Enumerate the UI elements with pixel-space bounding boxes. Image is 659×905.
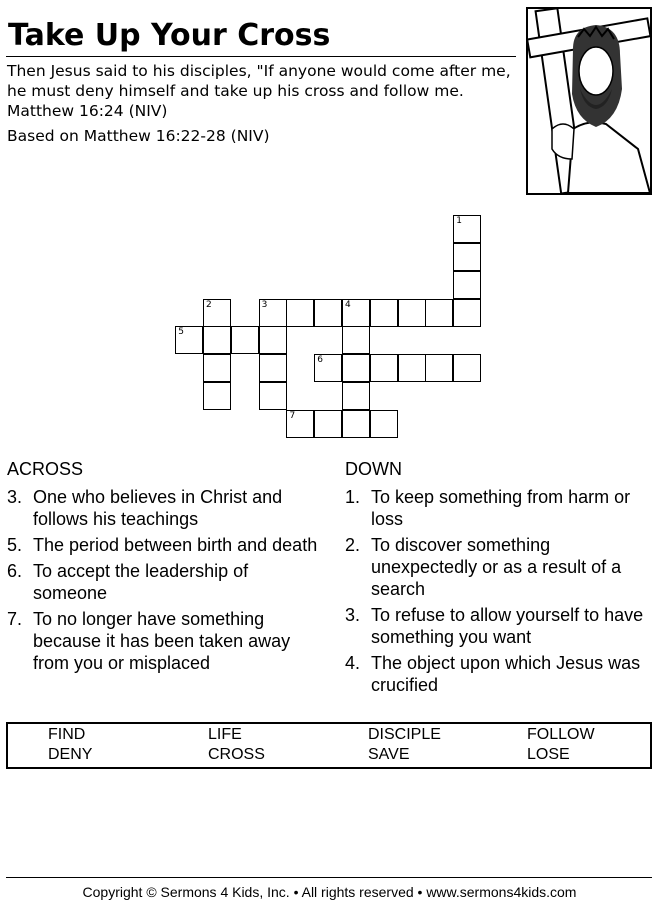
bank-word: SAVE <box>368 746 410 763</box>
title-divider <box>6 56 516 57</box>
copyright-footer: Copyright © Sermons 4 Kids, Inc. • All rights reserved • www.sermons4kids.com <box>82 884 577 900</box>
crossword-cell[interactable] <box>259 382 287 410</box>
clue-number: 3. <box>345 605 361 625</box>
crossword-cell[interactable] <box>398 299 426 327</box>
clue-text: To keep something from harm or loss <box>371 487 631 529</box>
across-heading: ACROSS <box>7 459 84 479</box>
crossword-cell[interactable] <box>453 243 481 271</box>
crossword-cell[interactable] <box>453 299 481 327</box>
clue-text: One who believes in Christ and follows his teachings <box>33 487 283 529</box>
cell-number: 5 <box>178 327 184 338</box>
crossword-cell[interactable] <box>425 299 453 327</box>
clue-across-7 <box>7 608 327 674</box>
page-title: Take Up Your Cross <box>8 18 331 53</box>
clue-text: The object upon which Jesus was crucified <box>371 653 641 695</box>
cell-number: 7 <box>289 410 296 421</box>
clue-text: To no longer have something because it has been taken away from you or misplaced <box>33 609 291 673</box>
crossword-cell[interactable] <box>314 299 342 327</box>
clue-across-3 <box>7 486 327 530</box>
bank-word: DISCIPLE <box>368 726 441 743</box>
clue-number: 4. <box>345 653 361 673</box>
clue-number: 1. <box>345 487 361 507</box>
footer-divider <box>6 877 652 878</box>
crossword-cell[interactable] <box>259 326 287 354</box>
crossword-cell[interactable] <box>286 410 314 438</box>
clue-number: 5. <box>7 535 23 555</box>
verse-text: Then Jesus said to his disciples, "If anyone would come after me, he must deny himself and take up his cross and follow me. Matthew 16:24 (NIV) <box>7 62 511 120</box>
cell-number: 4 <box>345 299 351 310</box>
crossword-cell[interactable] <box>370 299 398 327</box>
clue-across-5 <box>7 534 327 556</box>
crossword-cell[interactable] <box>425 354 453 382</box>
crossword-cell[interactable] <box>286 299 314 327</box>
clue-down-1 <box>345 486 650 530</box>
down-clues <box>345 458 650 700</box>
crossword-cell[interactable] <box>314 410 342 438</box>
crossword-cell[interactable] <box>342 382 370 410</box>
crossword-cell[interactable] <box>231 326 259 354</box>
crossword-cell[interactable] <box>314 354 342 382</box>
crossword-cell[interactable] <box>453 354 481 382</box>
scripture-reference: Based on Matthew 16:22-28 (NIV) <box>7 127 270 145</box>
bank-word: FIND <box>48 726 86 743</box>
crossword-cell[interactable] <box>203 326 231 354</box>
crossword-cell[interactable] <box>370 410 398 438</box>
crossword-cell[interactable] <box>453 271 481 299</box>
bank-word: LIFE <box>208 726 242 743</box>
clue-text: The period between birth and death <box>33 535 318 555</box>
crossword-cell[interactable] <box>342 354 370 382</box>
crossword-cell[interactable] <box>342 299 370 327</box>
cell-number: 1 <box>456 216 462 227</box>
clue-text: To accept the leadership of someone <box>33 561 249 603</box>
down-heading: DOWN <box>345 459 402 479</box>
crossword-cell[interactable] <box>203 382 231 410</box>
bank-word: LOSE <box>527 746 570 763</box>
crossword-cell[interactable] <box>398 354 426 382</box>
clue-number: 3. <box>7 487 23 507</box>
across-clues <box>7 458 327 678</box>
clue-down-4 <box>345 652 650 696</box>
cell-number: 2 <box>206 299 212 310</box>
bank-word: CROSS <box>208 746 265 763</box>
clue-down-2 <box>345 534 650 600</box>
clue-across-6 <box>7 560 327 604</box>
clue-down-3 <box>345 604 650 648</box>
cell-number: 6 <box>317 355 323 366</box>
clue-text: To discover something unexpectedly or as a result of a search <box>371 535 622 599</box>
word-bank <box>6 722 652 769</box>
clue-number: 7. <box>7 609 23 629</box>
clue-number: 6. <box>7 561 23 581</box>
jesus-carrying-cross-illustration <box>526 7 652 195</box>
bank-word: DENY <box>48 746 93 763</box>
clue-text: To refuse to allow yourself to have something you want <box>371 605 644 647</box>
bank-word: FOLLOW <box>527 726 595 743</box>
crossword-cell[interactable] <box>259 299 287 327</box>
crossword-cell[interactable] <box>203 354 231 382</box>
crossword-cell[interactable] <box>342 326 370 354</box>
cell-number: 3 <box>261 299 268 310</box>
crossword-cell[interactable] <box>203 299 231 327</box>
crossword-cell[interactable] <box>370 354 398 382</box>
crossword-cell[interactable] <box>342 410 370 438</box>
clue-number: 2. <box>345 535 361 555</box>
crossword-cell[interactable] <box>453 215 481 243</box>
crossword-cell[interactable] <box>175 326 203 354</box>
crossword-cell[interactable] <box>259 354 287 382</box>
